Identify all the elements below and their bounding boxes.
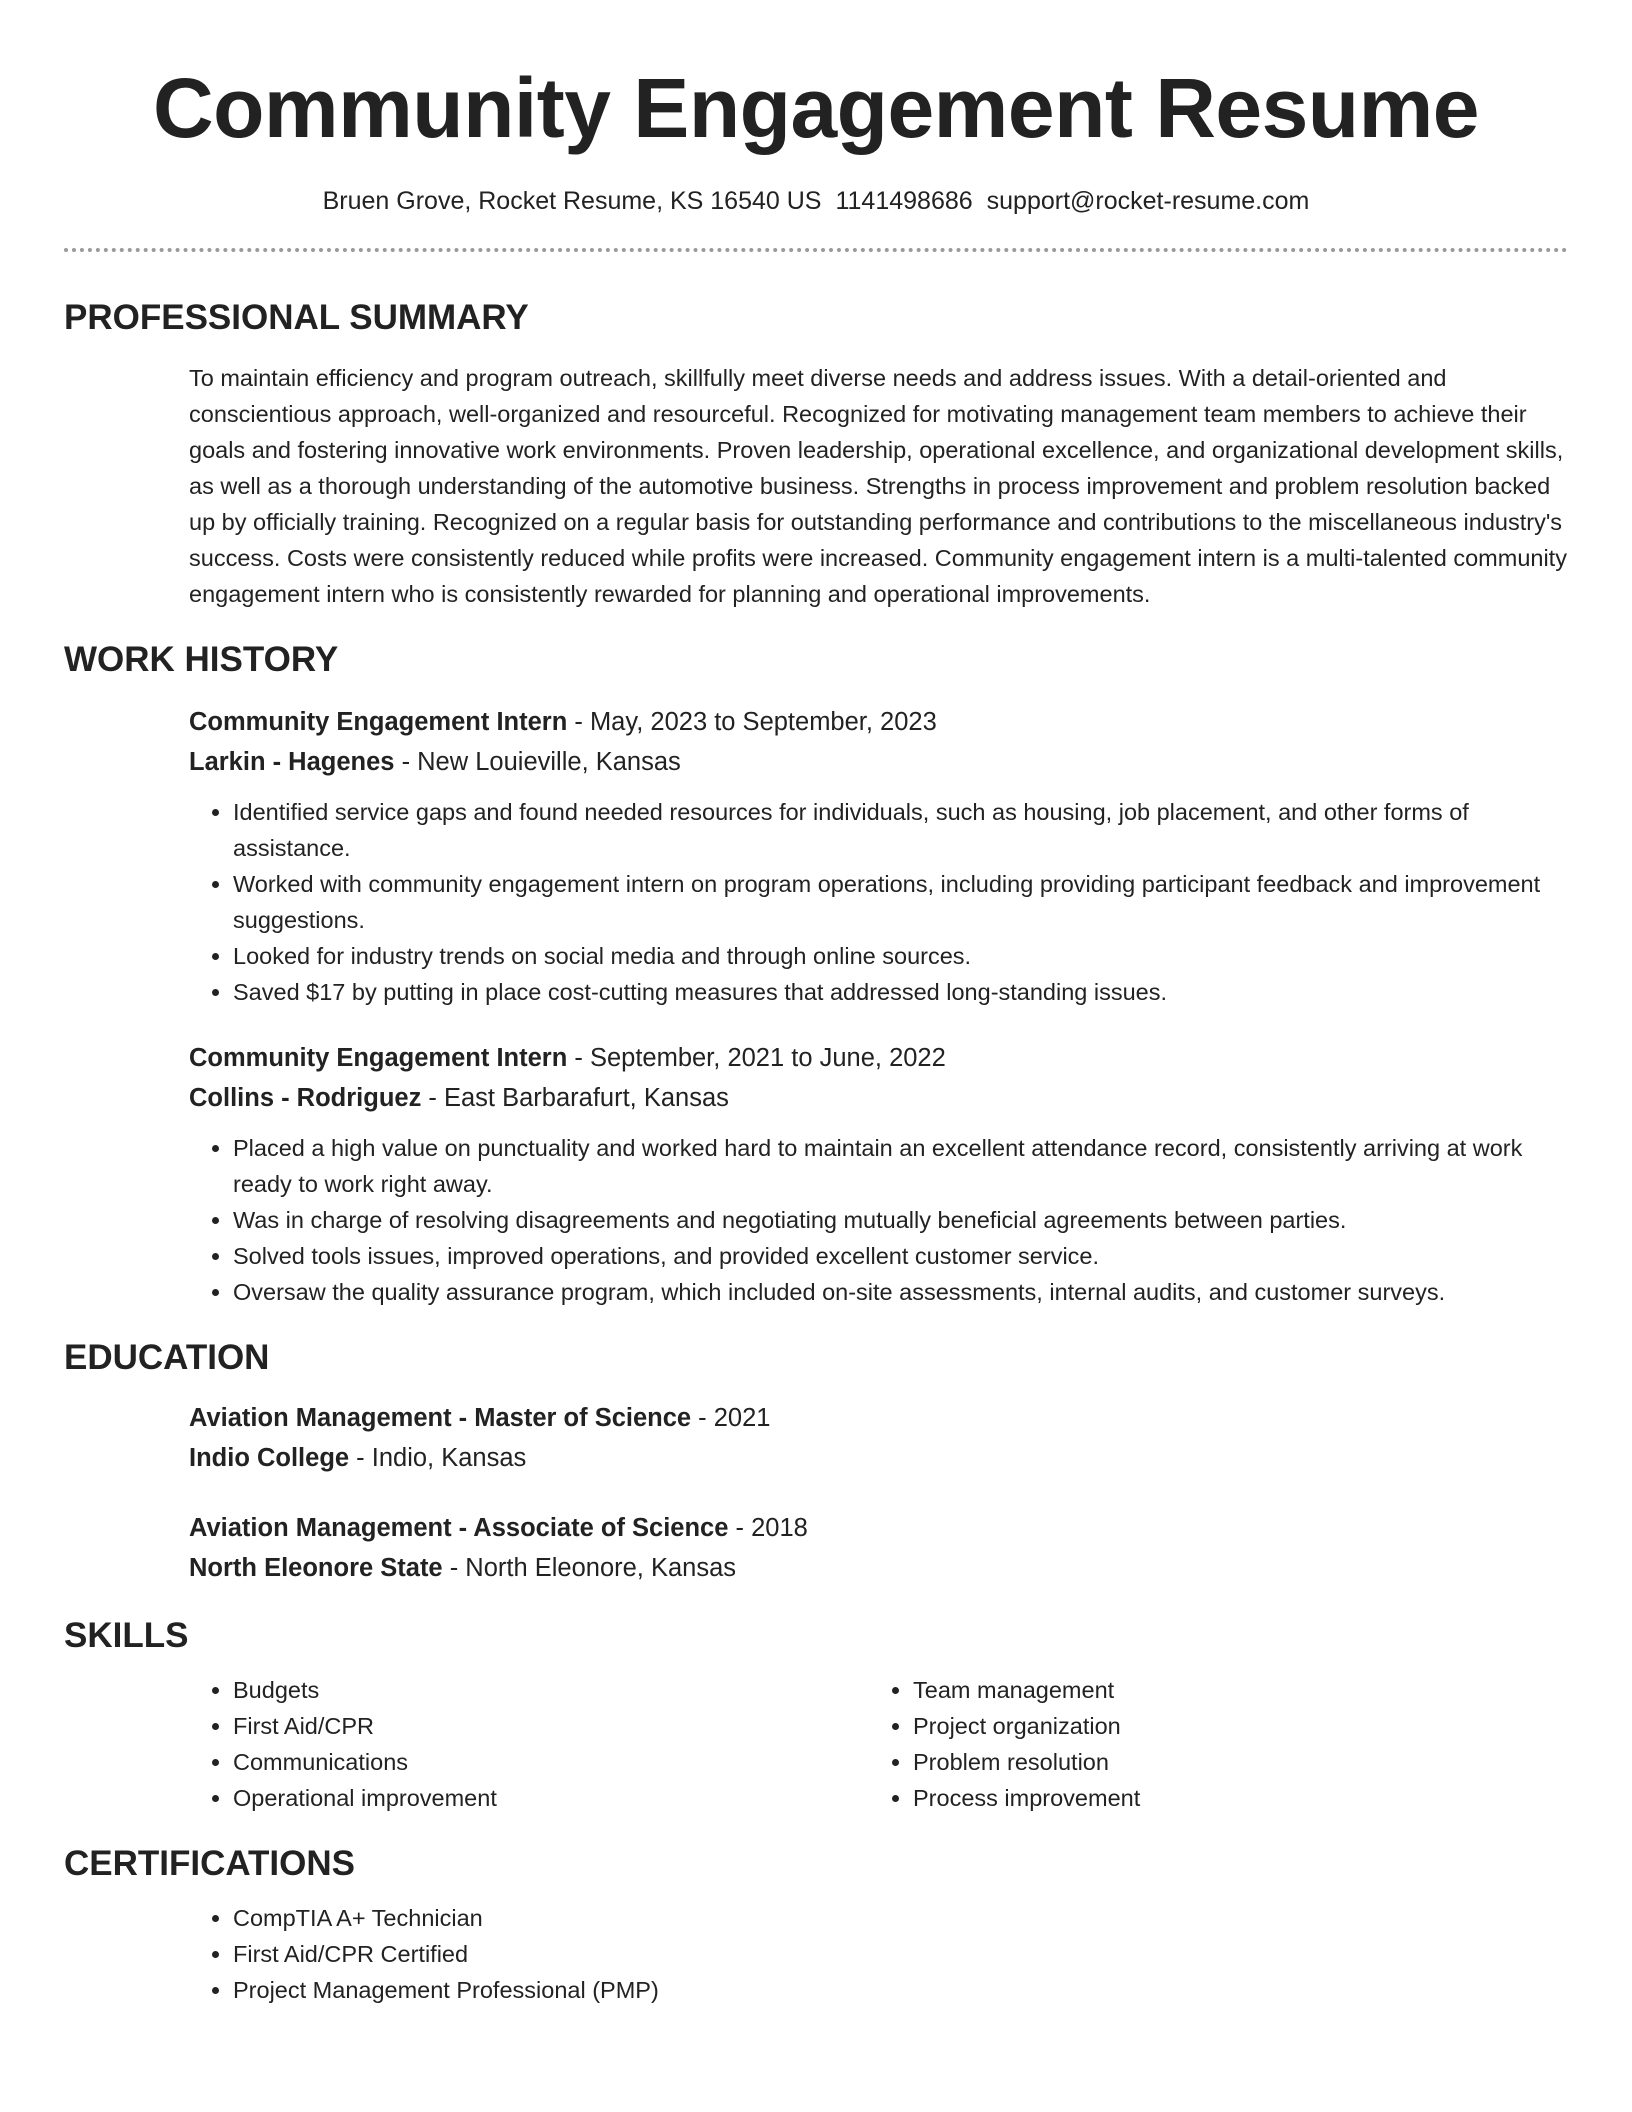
job-bullets bbox=[189, 794, 1568, 1010]
skill-item: • Team management bbox=[913, 1672, 1469, 1708]
education-school: North Eleonore State bbox=[189, 1554, 443, 1582]
resume-title: Community Engagement Resume bbox=[152, 61, 1480, 155]
education-degree: Aviation Management - Master of Science bbox=[189, 1404, 692, 1432]
skill-item: • Project organization bbox=[913, 1708, 1469, 1744]
job-company: Larkin - Hagenes bbox=[189, 748, 395, 776]
education-degree: Aviation Management - Associate of Science bbox=[189, 1514, 729, 1542]
summary-section bbox=[189, 360, 1568, 612]
job-bullet: • Identified service gaps and found needed resources for individuals, such as housing, job placement, and other forms of assistance. bbox=[233, 794, 1568, 866]
skill-item: • Budgets bbox=[233, 1672, 869, 1708]
summary-text: To maintain efficiency and program outreach, skillfully meet diverse needs and address issues. With a detail-oriented and conscientious approach, well-organized and resourceful. Recognized for motivating management team members to achieve their goals and fostering innovative work environments. Proven leadership, operational excellence, and organizational development skills, as well as a thorough understanding of the automotive business. Strengths in process improvement and problem resolution backed up by officially training. Recognized on a regular basis for outstanding performance and contributions to the miscellaneous industry's success. Costs were consistently reduced while profits were increased. Community engagement intern is a multi-talented community engagement intern who is consistently rewarded for planning and operational improvements. bbox=[189, 365, 1567, 607]
job-bullet: • Was in charge of resolving disagreements and negotiating mutually beneficial agreements between parties. bbox=[233, 1202, 1568, 1238]
job-bullet: • Looked for industry trends on social media and through online sources. bbox=[233, 938, 1568, 974]
skills-section bbox=[189, 1672, 1568, 1816]
job-dates: - September, 2021 to June, 2022 bbox=[567, 1044, 946, 1072]
certification-item: • First Aid/CPR Certified bbox=[233, 1936, 1568, 1972]
job-entry bbox=[189, 1038, 1568, 1310]
education-school: Indio College bbox=[189, 1444, 350, 1472]
certifications-section bbox=[189, 1900, 1568, 2008]
certification-item: • Project Management Professional (PMP) bbox=[233, 1972, 1568, 2008]
work-history-section bbox=[189, 702, 1568, 1310]
skill-item: • First Aid/CPR bbox=[233, 1708, 869, 1744]
education-section bbox=[189, 1398, 1568, 1588]
skill-item: • Problem resolution bbox=[913, 1744, 1469, 1780]
contact-address: Bruen Grove, Rocket Resume, KS 16540 US bbox=[322, 187, 822, 215]
header-divider bbox=[64, 248, 1568, 252]
education-location: - Indio, Kansas bbox=[349, 1444, 527, 1472]
certification-item: • CompTIA A+ Technician bbox=[233, 1900, 1568, 1936]
job-dates: - May, 2023 to September, 2023 bbox=[567, 708, 937, 736]
job-bullet: • Oversaw the quality assurance program, which included on-site assessments, internal audits, and customer surveys. bbox=[233, 1274, 1568, 1310]
skills-heading: SKILLS bbox=[64, 1616, 189, 1655]
job-title: Community Engagement Intern bbox=[189, 1044, 568, 1072]
education-entry bbox=[189, 1508, 1568, 1588]
contact-email: support@rocket-resume.com bbox=[986, 187, 1310, 215]
skill-item: • Communications bbox=[233, 1744, 869, 1780]
work-history-heading: WORK HISTORY bbox=[64, 640, 339, 679]
skill-item: • Process improvement bbox=[913, 1780, 1469, 1816]
education-school-line bbox=[189, 1548, 1568, 1588]
job-location: - New Louieville, Kansas bbox=[394, 748, 681, 776]
summary-heading: PROFESSIONAL SUMMARY bbox=[64, 298, 529, 337]
job-entry bbox=[189, 702, 1568, 1010]
job-bullet: • Solved tools issues, improved operations, and provided excellent customer service. bbox=[233, 1238, 1568, 1274]
job-bullets bbox=[189, 1130, 1568, 1310]
job-title-line bbox=[189, 1038, 1568, 1078]
skills-list-right bbox=[869, 1672, 1469, 1816]
education-entry bbox=[189, 1398, 1568, 1478]
job-bullet: • Saved $17 by putting in place cost-cutting measures that addressed long-standing issues. bbox=[233, 974, 1568, 1010]
education-degree-line bbox=[189, 1508, 1568, 1548]
skills-list-left bbox=[189, 1672, 869, 1816]
certifications-heading: CERTIFICATIONS bbox=[64, 1844, 356, 1883]
job-bullet: • Worked with community engagement intern on program operations, including providing participant feedback and improvement suggestions. bbox=[233, 866, 1568, 938]
education-location: - North Eleonore, Kansas bbox=[442, 1554, 737, 1582]
contact-phone: 1141498686 bbox=[835, 187, 973, 215]
education-heading: EDUCATION bbox=[64, 1338, 270, 1377]
education-degree-line bbox=[189, 1398, 1568, 1438]
job-bullet: • Placed a high value on punctuality and worked hard to maintain an excellent attendance record, consistently arriving at work ready to work right away. bbox=[233, 1130, 1568, 1202]
education-year: - 2021 bbox=[691, 1404, 771, 1432]
job-company: Collins - Rodriguez bbox=[189, 1084, 422, 1112]
job-title: Community Engagement Intern bbox=[189, 708, 568, 736]
job-location: - East Barbarafurt, Kansas bbox=[421, 1084, 729, 1112]
skill-item: • Operational improvement bbox=[233, 1780, 869, 1816]
job-company-line bbox=[189, 742, 1568, 782]
education-year: - 2018 bbox=[728, 1514, 808, 1542]
job-title-line bbox=[189, 702, 1568, 742]
contact-line bbox=[0, 184, 1632, 218]
education-school-line bbox=[189, 1438, 1568, 1478]
job-company-line bbox=[189, 1078, 1568, 1118]
certifications-list bbox=[189, 1900, 1568, 2008]
